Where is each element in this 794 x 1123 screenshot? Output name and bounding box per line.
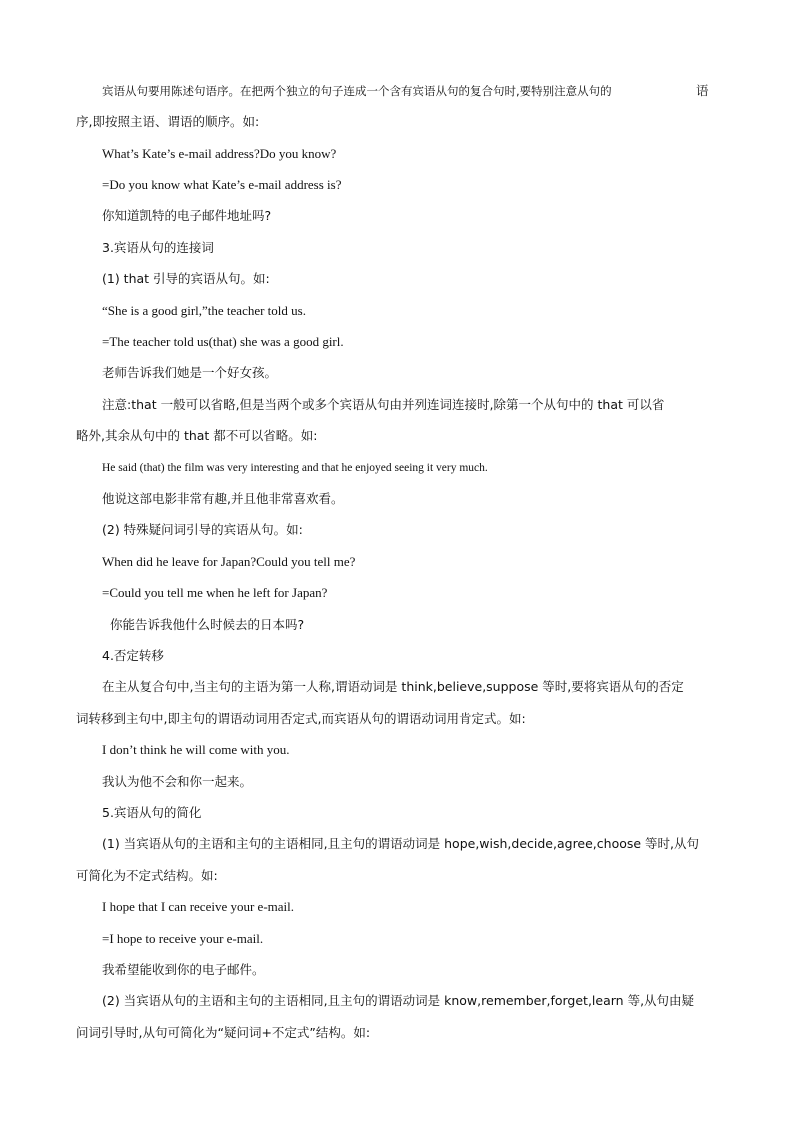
example-sentence: He said (that) the film was very interesting and that he enjoyed seeing it very much.	[102, 462, 488, 474]
translation-line: 我认为他不会和你一起来。	[102, 774, 253, 789]
paragraph-line: 问词引导时,从句可简化为“疑问词+不定式”结构。如:	[76, 1025, 371, 1040]
paragraph-line: (1) 当宾语从句的主语和主句的主语相同,且主句的谓语动词是 hope,wish,decide,agree,choose 等时,从句	[102, 836, 700, 851]
translation-line: 你知道凯特的电子邮件地址吗?	[102, 208, 272, 223]
example-sentence: “She is a good girl,”the teacher told us.	[102, 303, 306, 318]
paragraph-line: 序,即按照主语、谓语的顺序。如:	[76, 114, 260, 129]
example-sentence: =I hope to receive your e-mail.	[102, 931, 264, 946]
note-line: 略外,其余从句中的 that 都不可以省略。如:	[76, 428, 318, 443]
section-heading: 4.否定转移	[102, 648, 164, 663]
section-heading: 5.宾语从句的简化	[102, 805, 202, 820]
example-sentence: When did he leave for Japan?Could you tell me?	[102, 554, 356, 569]
translation-line: 老师告诉我们她是一个好女孩。	[102, 365, 278, 380]
translation-line: 我希望能收到你的电子邮件。	[102, 962, 265, 977]
note-line: 注意:that 一般可以省略,但是当两个或多个宾语从句由并列连词连接时,除第一个从句中的 that 可以省	[102, 397, 665, 412]
example-sentence: I don’t think he will come with you.	[102, 742, 290, 757]
paragraph-line: 词转移到主句中,即主句的谓语动词用否定式,而宾语从句的谓语动词用肯定式。如:	[76, 711, 526, 726]
paragraph-line: 可简化为不定式结构。如:	[76, 868, 218, 883]
paragraph-line: (2) 当宾语从句的主语和主句的主语相同,且主句的谓语动词是 know,remember,forget,learn 等,从句由疑	[102, 993, 695, 1008]
section-heading: 3.宾语从句的连接词	[102, 240, 214, 255]
paragraph-line: 语	[696, 83, 709, 98]
translation-line: 你能告诉我他什么时候去的日本吗?	[110, 617, 305, 632]
example-sentence: What’s Kate’s e-mail address?Do you know?	[102, 146, 337, 161]
example-sentence: I hope that I can receive your e-mail.	[102, 899, 295, 914]
example-sentence: =Do you know what Kate’s e-mail address is?	[102, 177, 342, 192]
translation-line: 他说这部电影非常有趣,并且他非常喜欢看。	[102, 491, 344, 506]
paragraph-line: 在主从复合句中,当主句的主语为第一人称,谓语动词是 think,believe,suppose 等时,要将宾语从句的否定	[102, 679, 684, 694]
example-sentence: =The teacher told us(that) she was a good girl.	[102, 334, 344, 349]
subsection-heading: (2) 特殊疑问词引导的宾语从句。如:	[102, 522, 303, 537]
subsection-heading: (1) that 引导的宾语从句。如:	[102, 271, 270, 286]
paragraph-line: 宾语从句要用陈述句语序。在把两个独立的句子连成一个含有宾语从句的复合句时,要特别注意从句的	[102, 84, 612, 98]
example-sentence: =Could you tell me when he left for Japan?	[102, 585, 328, 600]
